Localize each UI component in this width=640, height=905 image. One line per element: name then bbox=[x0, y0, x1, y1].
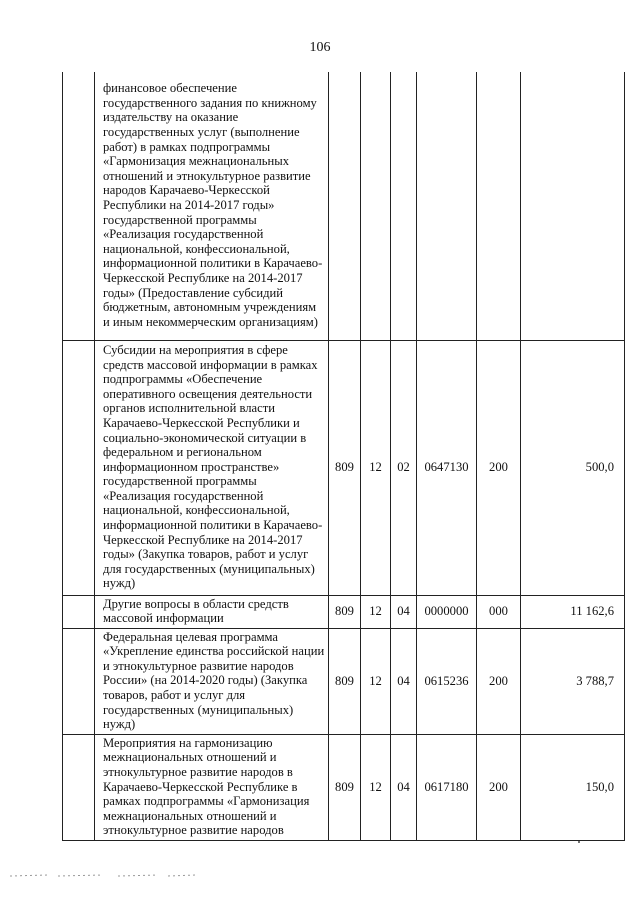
row-description: Другие вопросы в области средств массовой информации bbox=[95, 595, 329, 628]
row-index-cell bbox=[63, 340, 95, 595]
section-code: 12 bbox=[361, 628, 391, 734]
subsection-code: 02 bbox=[391, 340, 417, 595]
target-code: 0647130 bbox=[417, 340, 477, 595]
target-code bbox=[417, 72, 477, 340]
scan-speck bbox=[578, 841, 580, 843]
amount: 150,0 bbox=[521, 734, 625, 840]
section-code bbox=[361, 72, 391, 340]
row-index-cell bbox=[63, 72, 95, 340]
ministry-code: 809 bbox=[329, 595, 361, 628]
subsection-code: 04 bbox=[391, 595, 417, 628]
expense-type-code: 000 bbox=[477, 595, 521, 628]
row-description: финансовое обеспечение государственного задания по книжному издательству на оказание государственных услуг (выполнение работ) в рамках подпрограммы «Гармонизация межнациональных отношений и этнокультурное развитие народов Карачаево-Черкесской Республики на 2014-2017 годы» государственной программы «Реализация государственной национальной, конфессиональной, информационной политики в Карачаево-Черкесской Республике на 2014-2017 годы» (Предоставление субсидий бюджетным, автономным учреждениям и иным некоммерческим организациям) bbox=[95, 72, 329, 340]
subsection-code: 04 bbox=[391, 628, 417, 734]
page-number: 106 bbox=[309, 40, 331, 55]
table-row bbox=[63, 734, 625, 840]
expense-type-code: 200 bbox=[477, 734, 521, 840]
ministry-code: 809 bbox=[329, 734, 361, 840]
row-index-cell bbox=[63, 628, 95, 734]
scan-artifact bbox=[8, 870, 198, 880]
target-code: 0000000 bbox=[417, 595, 477, 628]
row-index-cell bbox=[63, 734, 95, 840]
table-row bbox=[63, 595, 625, 628]
ministry-code: 809 bbox=[329, 340, 361, 595]
row-description: Федеральная целевая программа «Укрепление единства российской нации и этнокультурное развитие народов России» (на 2014-2020 годы) (Закупка товаров, работ и услуг для государственных (муниципальных) нужд) bbox=[95, 628, 329, 734]
section-code: 12 bbox=[361, 340, 391, 595]
table-row bbox=[63, 72, 625, 340]
row-description: Субсидии на мероприятия в сфере средств массовой информации в рамках подпрограммы «Обеспечение оперативного освещения деятельности органов исполнительной власти Карачаево-Черкесской Республики и социально-экономической ситуации в федеральном и региональном информационном пространстве» государственной программы «Реализация государственной национальной, конфессиональной, информационной политики в Карачаево-Черкесской Республике на 2014-2017 годы» (Закупка товаров, работ и услуг для государственных (муниципальных) нужд) bbox=[95, 340, 329, 595]
table-row bbox=[63, 340, 625, 595]
ministry-code bbox=[329, 72, 361, 340]
expense-type-code: 200 bbox=[477, 340, 521, 595]
amount bbox=[521, 72, 625, 340]
section-code: 12 bbox=[361, 734, 391, 840]
amount: 3 788,7 bbox=[521, 628, 625, 734]
row-description: Мероприятия на гармонизацию межнациональных отношений и этнокультурное развитие народов в Карачаево-Черкесской Республике в рамках подпрограммы «Гармонизация межнациональных отношений и этнокультурное развитие народов bbox=[95, 734, 329, 840]
ministry-code: 809 bbox=[329, 628, 361, 734]
target-code: 0615236 bbox=[417, 628, 477, 734]
amount: 500,0 bbox=[521, 340, 625, 595]
section-code: 12 bbox=[361, 595, 391, 628]
subsection-code: 04 bbox=[391, 734, 417, 840]
table-row bbox=[63, 628, 625, 734]
subsection-code bbox=[391, 72, 417, 340]
expense-type-code: 200 bbox=[477, 628, 521, 734]
expense-type-code bbox=[477, 72, 521, 340]
target-code: 0617180 bbox=[417, 734, 477, 840]
amount: 11 162,6 bbox=[521, 595, 625, 628]
row-index-cell bbox=[63, 595, 95, 628]
budget-table bbox=[62, 72, 625, 841]
